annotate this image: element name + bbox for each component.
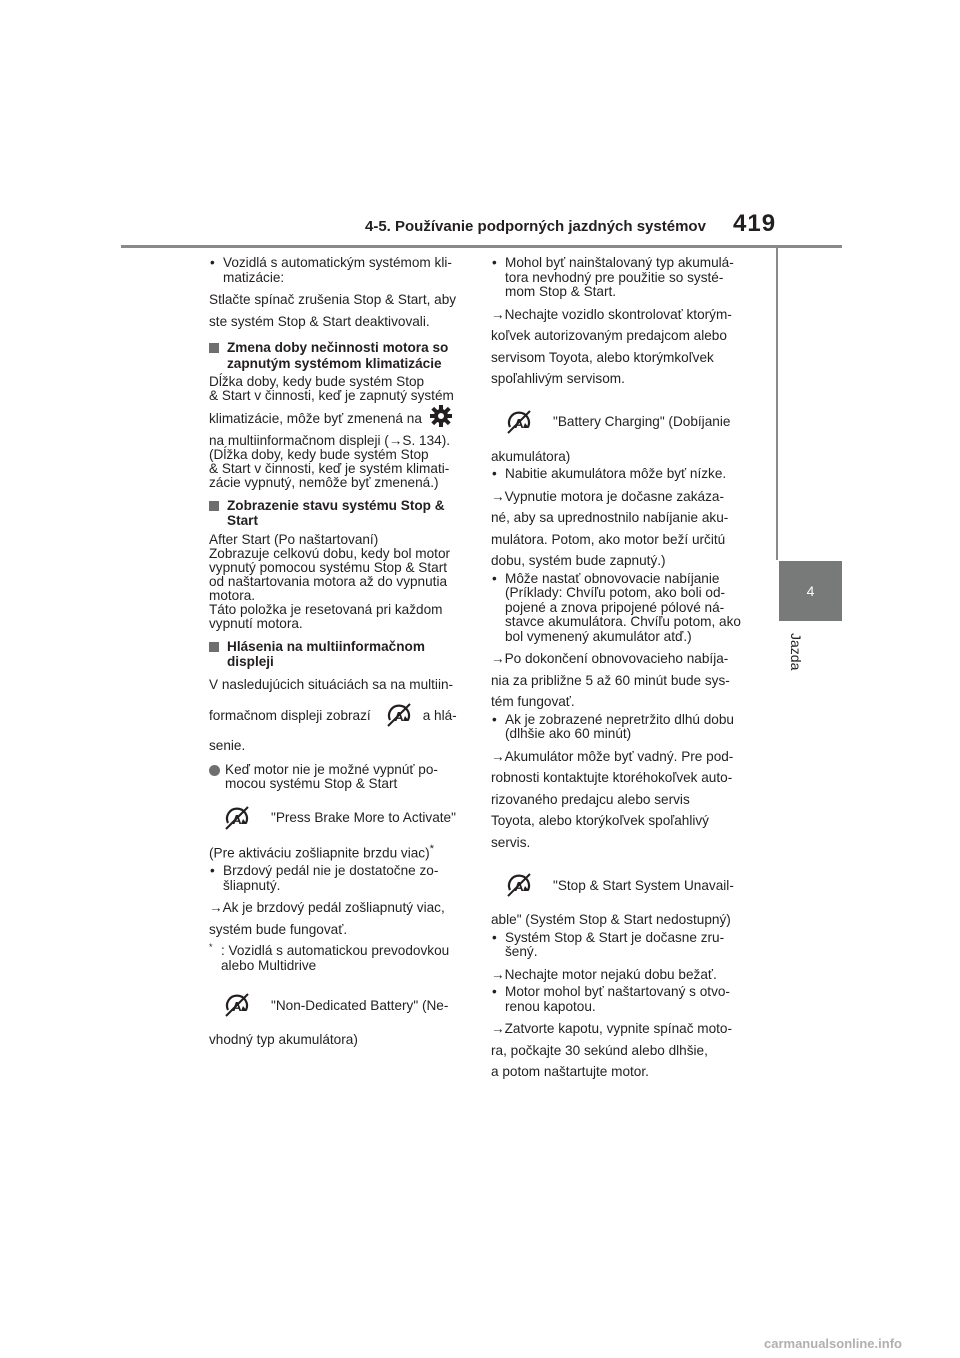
paragraph: Toyota, alebo ktorýkoľvek spoľahlivý [491,813,709,828]
paragraph: dobu, systém bude zapnutý.) [491,553,666,568]
svg-text:A: A [232,999,242,1015]
paragraph: né, aby sa uprednostnilo nabíjanie aku- [491,510,729,525]
list-item: • Mohol byť nainštalovaný typ akumulá- tora nevhodný pre použitie so systé- mom Stop & Start. [491,256,753,300]
chapter-number: 4 [806,583,815,599]
svg-text:A: A [514,879,524,894]
message-row [209,991,467,1019]
message-row [209,804,467,832]
paragraph: tém fungovať. [491,694,575,709]
gear-icon [430,405,452,434]
circle-bullet-icon [209,765,220,776]
paragraph: →Zatvorte kapotu, vypnite spínač moto- [491,1021,733,1036]
message-row [491,871,753,899]
paragraph: ste systém Stop & Start deaktivovali. [209,313,430,329]
svg-text:A: A [393,709,404,724]
list-item: • Nabitie akumulátora môže byť nízke. [491,467,753,482]
paragraph: →Nechajte motor nejakú dobu bežať. [491,966,717,982]
chapter-header-title: 4-5. Používanie podporných jazdných systémov [365,218,706,235]
square-bullet-icon [209,501,219,511]
paragraph: servis. [491,834,531,850]
paragraph: formačnom displeji zobrazí A a hlá- [209,701,467,729]
list-item: • Vozidlá s automatickým systémom kli- matizácie: [209,256,467,285]
paragraph: (Pre aktiváciu zošliapnite brzdu viac)* [209,842,435,861]
stop-start-off-icon [223,804,251,832]
paragraph: rizovaného predajcu alebo servis [491,791,690,807]
left-column [209,256,467,1051]
section-heading: Zobrazenie stavu systému Stop & Start [209,498,467,529]
list-item: • Motor mohol byť naštartovaný s otvo- renou kapotou. [491,985,753,1014]
list-item: Keď motor nie je možné vypnúť po- mocou systému Stop & Start [209,763,467,792]
list-item: • Ak je zobrazené nepretržito dlhú dobu (dlhšie ako 60 minút) [491,713,753,742]
chapter-tab [779,561,842,621]
side-divider [776,248,778,560]
section-heading: Hlásenia na multiinformačnom displeji [209,639,467,670]
paragraph: spoľahlivým servisom. [491,371,625,386]
paragraph: senie. [209,738,246,753]
watermark: carmanualsonline.info [764,1336,902,1351]
message-text: "Non-Dedicated Battery" (Ne- [271,997,449,1013]
paragraph: After Start (Po naštartovaní) Zobrazuje celkovú dobu, kedy bol motor vypnutý pomocou systému Stop & Start od naštartovania motora až do vypnutia motora. Táto položka je resetovaná pri každom vypnutí motora. [209,531,451,631]
paragraph: →Akumulátor môže byť vadný. Pre pod- [491,748,734,764]
paragraph: Stlačte spínač zrušenia Stop & Start, aby [209,292,457,307]
paragraph: →Nechajte vozidlo skontrolovať ktorým- [491,306,732,322]
paragraph: Dĺžka doby, kedy bude systém Stop & Start v činnosti, keď je zapnutý systém [209,374,454,403]
paragraph: →Vypnutie motora je dočasne zakáza- [491,488,724,504]
square-bullet-icon [209,343,219,353]
paragraph: V nasledujúcich situáciách sa na multiin- [209,676,454,692]
svg-text:A: A [514,415,524,431]
paragraph: a potom naštartujte motor. [491,1064,649,1079]
paragraph: →Ak je brzdový pedál zošliapnutý viac, [209,900,445,916]
message-text: "Battery Charging" (Dobíjanie [553,414,731,429]
stop-start-off-icon [385,701,413,729]
paragraph: mulátora. Potom, ako motor beží určitú [491,531,726,547]
square-bullet-icon [209,642,219,652]
stop-start-off-icon [505,408,533,436]
svg-text:A: A [232,811,242,827]
stop-start-off-icon [505,871,533,899]
header-divider [121,245,842,248]
right-column [491,256,753,1083]
paragraph: vhodný typ akumulátora) [209,1032,358,1048]
paragraph: systém bude fungovať. [209,921,348,937]
list-item: • Môže nastať obnovovacie nabíjanie (Príklady: Chvíľu potom, ako boli od- pojené a znova pripojené pólové ná- stavce akumulátora. Chvíľu potom, ako bol vymenený akumulátor atď.) [491,572,753,645]
paragraph: koľvek autorizovaným predajcom alebo [491,328,727,343]
paragraph: ra, počkajte 30 sekúnd alebo dlhšie, [491,1042,708,1058]
message-text: "Press Brake More to Activate" [271,810,456,825]
paragraph: klimatizácie, môže byť zmenená na [209,405,467,434]
stop-start-off-icon [223,991,251,1019]
paragraph: →Po dokončení obnovovacieho nabíja- [491,651,729,666]
page-number: 419 [733,210,777,237]
paragraph: na multiinformačnom displeji (→S. 134). (Dĺžka doby, kedy bude systém Stop & Start v činnosti, keď je systém klimati- zácie vypnutý, nemôže byť zmenená.) [209,432,451,490]
message-text: "Stop & Start System Unavail- [553,877,734,893]
list-item: • Systém Stop & Start je dočasne zru- šený. [491,931,753,960]
list-item: • Brzdový pedál nie je dostatočne zo- šliapnutý. [209,864,467,893]
paragraph: robnosti kontaktujte ktoréhokoľvek auto- [491,770,733,785]
paragraph: able" (Systém Stop & Start nedostupný) [491,912,731,927]
paragraph: akumulátora) [491,448,571,464]
footnote: * : Vozidlá s automatickou prevodovkou alebo Multidrive [209,942,450,973]
paragraph: servisom Toyota, alebo ktorýmkoľvek [491,349,714,365]
section-heading: Zmena doby nečinnosti motora so zapnutým systémom klimatizácie [209,340,467,371]
chapter-label: Jazda [788,633,804,671]
paragraph: nia za približne 5 až 60 minút bude sys- [491,672,730,688]
message-row [491,408,753,436]
